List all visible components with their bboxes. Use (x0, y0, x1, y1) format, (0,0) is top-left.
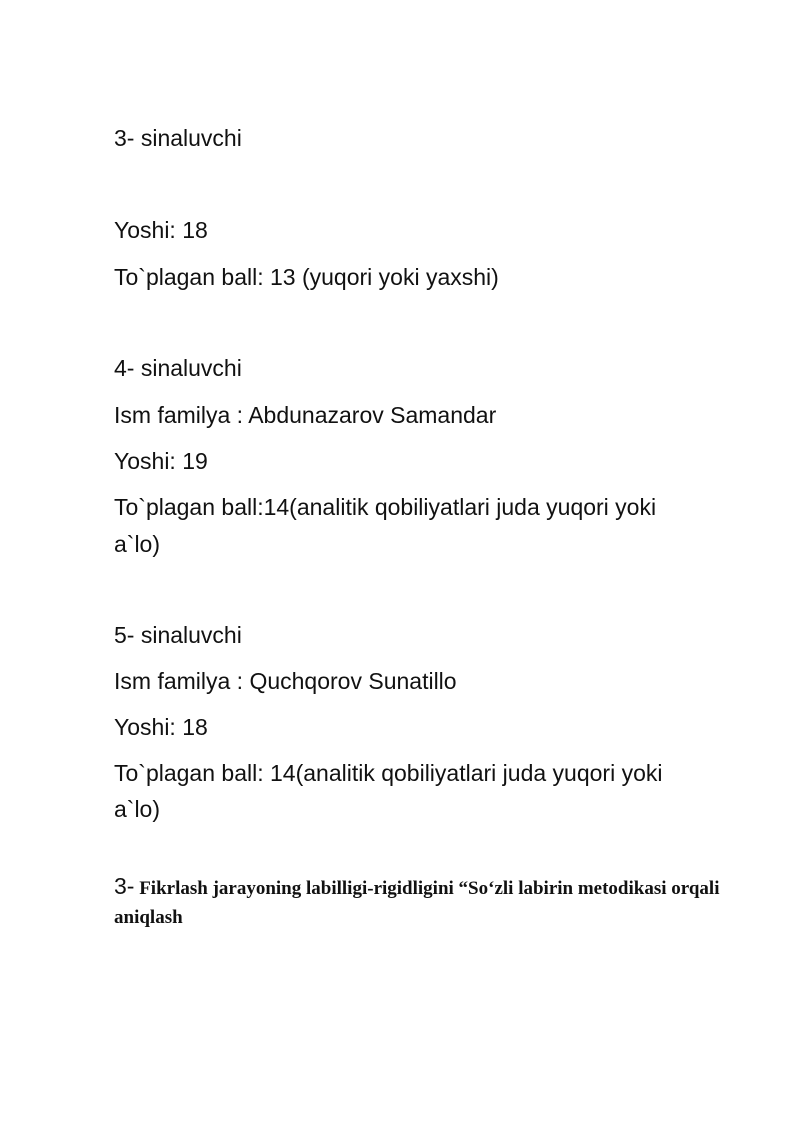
respondent-3-score: To`plagan ball: 13 (yuqori yoki yaxshi) (114, 264, 499, 290)
respondent-5-name: Ism familya : Quchqorov Sunatillo (114, 668, 457, 694)
respondent-3-title: 3- sinaluvchi (114, 125, 242, 151)
respondent-4-name: Ism familya : Abdunazarov Samandar (114, 402, 497, 428)
respondent-5-age: Yoshi: 18 (114, 714, 208, 740)
section-title: Fikrlash jarayoning labilligi-rigidligini “So‘zli labirin metodikasi orqali aniqlash (114, 878, 720, 928)
section-number: 3- (114, 873, 135, 899)
respondent-5-title: 5- sinaluvchi (114, 622, 242, 648)
respondent-4-score-line1: To`plagan ball:14(analitik qobiliyatlari juda yuqori yoki (114, 494, 657, 520)
respondent-3-age: Yoshi: 18 (114, 217, 208, 243)
respondent-4-age: Yoshi: 19 (114, 448, 208, 474)
respondent-4-title: 4- sinaluvchi (114, 355, 242, 381)
respondent-5-score-line1: To`plagan ball: 14(analitik qobiliyatlari juda yuqori yoki (114, 760, 663, 786)
respondent-5-score-line2: a`lo) (114, 796, 161, 822)
respondent-4-score-line2: a`lo) (114, 531, 161, 557)
section-heading (114, 872, 746, 932)
